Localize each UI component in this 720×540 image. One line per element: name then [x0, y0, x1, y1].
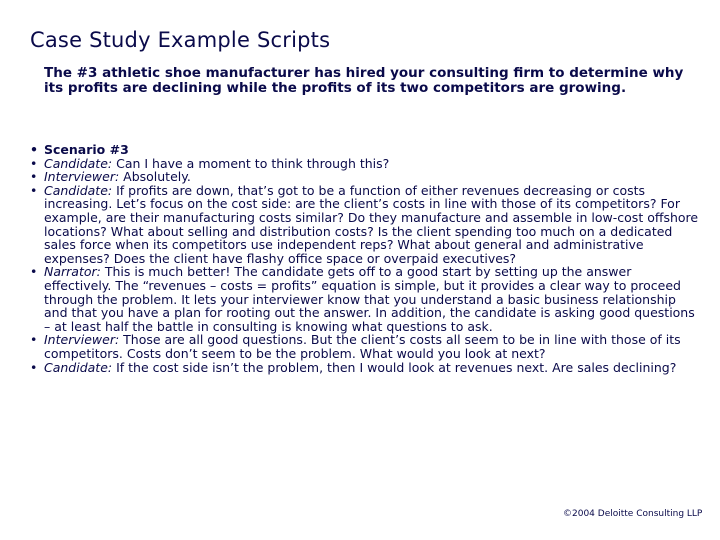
item-text: Can I have a moment to think through this?: [112, 155, 390, 171]
copyright-footer: ©2004 Deloitte Consulting LLP: [563, 509, 703, 519]
list-item: [30, 333, 700, 360]
list-item: [30, 361, 700, 375]
list-item: [30, 170, 700, 184]
bullet-icon: •: [30, 332, 38, 348]
speaker-label: Interviewer:: [44, 332, 120, 348]
item-text: If the cost side isn’t the problem, then I would look at revenues next. Are sales declining?: [112, 359, 677, 375]
list-item: [30, 157, 700, 171]
list-item: [30, 184, 700, 266]
item-text: Absolutely.: [119, 169, 191, 185]
intro-paragraph: The #3 athletic shoe manufacturer has hired your consulting firm to determine why its profits are declining while the profits of its two competitors are growing.: [44, 65, 684, 96]
speaker-label: Candidate:: [44, 155, 113, 171]
item-text: Those are all good questions. But the client’s costs all seem to be in line with those of its competitors. Costs don’t seem to be the problem. What would you look at next?: [44, 332, 681, 361]
slide-title: Case Study Example Scripts: [30, 28, 331, 52]
speaker-label: Interviewer:: [44, 169, 120, 185]
item-text: Scenario #3: [44, 142, 129, 157]
bullet-icon: •: [30, 359, 38, 375]
item-text: If profits are down, that’s got to be a function of either revenues decreasing or costs increasing. Let’s focus on the cost side: are the client’s costs in line with those of its competitors? For example, are their manufacturing costs similar? Do they manufacture and assemble in low-cost offshore locations? What about selling and distribution costs? Is the client spending too much on a dedicated sales force when its competitors use independent reps? What about general and administrative expenses? Does the client have flashy office space or overpaid executives?: [44, 182, 699, 266]
speaker-label: Candidate:: [44, 182, 113, 198]
speaker-label: Candidate:: [44, 359, 113, 375]
bullet-icon: •: [30, 155, 38, 171]
bullet-list: [30, 143, 700, 374]
bullet-icon: •: [30, 142, 38, 157]
item-text: This is much better! The candidate gets off to a good start by setting up the answer effectively. The “revenues – costs = profits” equation is simple, but it provides a clear way to proceed through the problem. It lets your interviewer know that you understand a basic business relationship and that you have a plan for rooting out the answer. In addition, the candidate is asking good questions – at least half the battle in consulting is knowing what questions to ask.: [44, 264, 695, 334]
list-item: [30, 143, 700, 157]
speaker-label: Narrator:: [44, 264, 101, 280]
bullet-icon: •: [30, 169, 38, 185]
bullet-icon: •: [30, 264, 38, 280]
bullet-icon: •: [30, 182, 38, 198]
list-item: [30, 265, 700, 333]
